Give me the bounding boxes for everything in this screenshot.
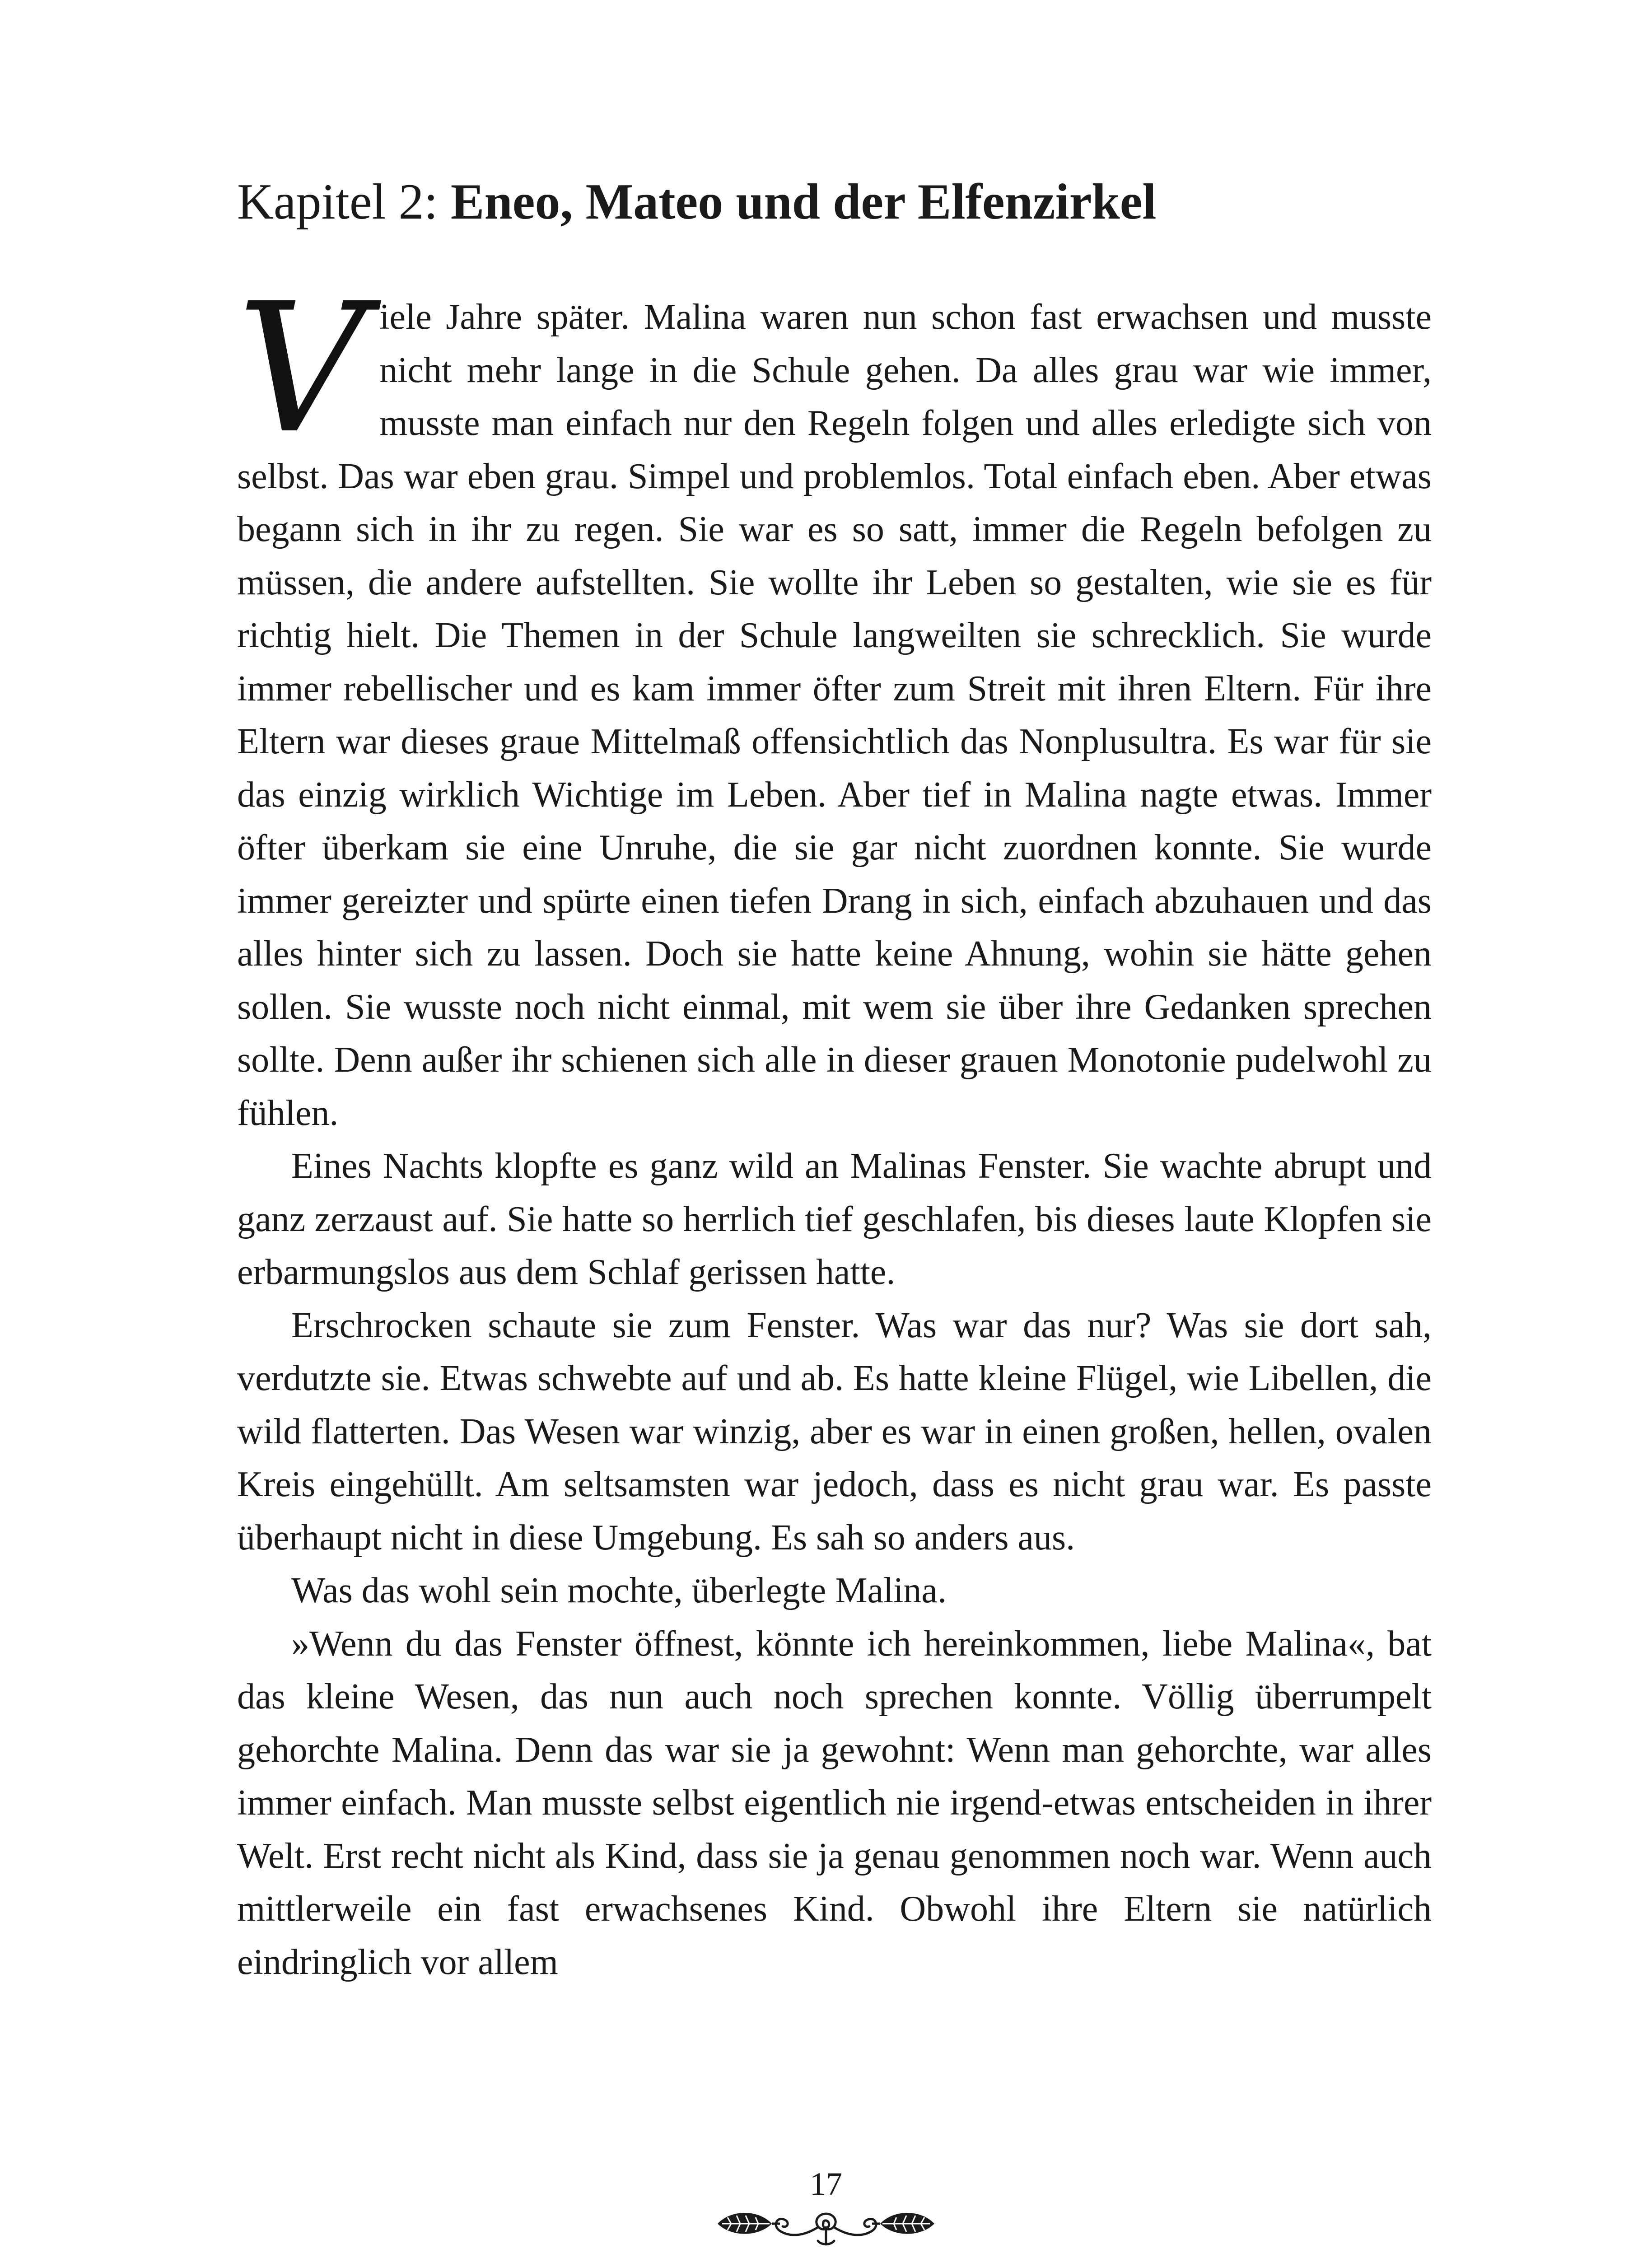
page-number: 17 — [810, 2166, 842, 2202]
paragraph-1 — [237, 265, 1432, 1140]
chapter-prefix: Kapitel 2: — [237, 174, 451, 230]
drop-cap: V — [237, 265, 366, 473]
paragraph-5: »Wenn du das Fenster öffnest, könnte ich hereinkommen, liebe Malina«, bat das kleine Wesen, das nun auch noch sprechen konnte. Völlig überrumpelt gehorchte Malina. Denn das war sie ja gewohnt: Wenn man gehorchte, war alles immer einfach. Man musste selbst eigentlich nie irgend-etwas entscheiden in ihrer Welt. Erst recht nicht als Kind, dass sie ja genau genommen noch war. Wenn auch mittlerweile ein fast erwachsenes Kind. Obwohl ihre Eltern sie natürlich eindringlich vor allem — [237, 1624, 1432, 1982]
chapter-title — [237, 172, 1432, 232]
body-text — [237, 265, 1432, 1989]
flourish-ornament-icon — [700, 2196, 952, 2250]
page-footer — [0, 2168, 1652, 2250]
paragraph-2: Eines Nachts klopfte es ganz wild an Malinas Fenster. Sie wachte abrupt und ganz zerzaust auf. Sie hatte so herrlich tief geschlafen, bis dieses laute Klopfen sie erbarmungslos aus dem Schlaf gerissen hatte. — [237, 1146, 1432, 1292]
paragraph-1-text: iele Jahre später. Malina waren nun schon fast erwachsen und musste nicht mehr lange in die Schule gehen. Da alles grau war wie immer, musste man einfach nur den Regeln folgen und alles erledigte sich von selbst. Das war eben grau. Simpel und problemlos. Total einfach eben. Aber etwas begann sich in ihr zu regen. Sie war es so satt, immer die Regeln befolgen zu müssen, die andere aufstellten. Sie wollte ihr Leben so gestalten, wie sie es für richtig hielt. Die Themen in der Schule langweilten sie schrecklich. Sie wurde immer rebellischer und es kam immer öfter zum Streit mit ihren Eltern. Für ihre Eltern war dieses graue Mittelmaß offensichtlich das Nonplusultra. Es war für sie das einzig wirklich Wichtige im Leben. Aber tief in Malina nagte etwas. Immer öfter überkam sie eine Unruhe, die sie gar nicht zuordnen konnte. Sie wurde immer gereizter und spürte einen tiefen Drang in sich, einfach abzuhauen und das alles hinter sich zu lassen. Doch sie hatte keine Ahnung, wohin sie hätte gehen sollen. Sie wusste noch nicht einmal, mit wem sie über ihre Gedanken sprechen sollte. Denn außer ihr schienen sich alle in dieser grauen Monotonie pudelwohl zu fühlen. — [237, 297, 1432, 1133]
paragraph-4: Was das wohl sein mochte, überlegte Malina. — [291, 1571, 947, 1611]
book-page — [237, 172, 1432, 1989]
paragraph-3: Erschrocken schaute sie zum Fenster. Was war das nur? Was sie dort sah, verdutzte sie. Etwas schwebte auf und ab. Es hatte kleine Flügel, wie Libellen, die wild flatterten. Das Wesen war winzig, aber es war in einen großen, hellen, ovalen Kreis eingehüllt. Am seltsamsten war jedoch, dass es nicht grau war. Es passte überhaupt nicht in diese Umgebung. Es sah so anders aus. — [237, 1305, 1432, 1558]
chapter-name: Eneo, Mateo und der Elfenzirkel — [450, 174, 1157, 230]
